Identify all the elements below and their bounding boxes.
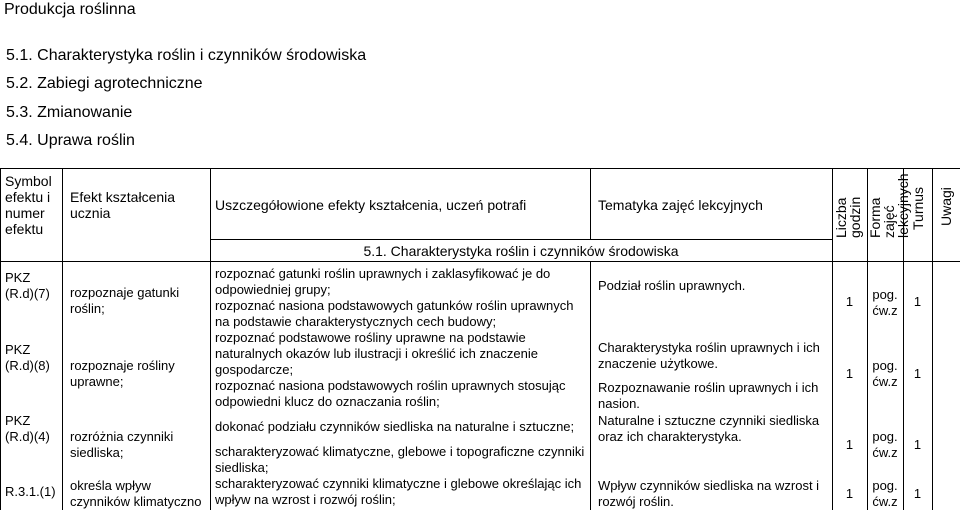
effect-cell: określa wpływ czynników klimatyczno [70, 478, 202, 509]
topic-cell: Naturalne i sztuczne czynniki siedliska oraz ich charakterystyka. [598, 413, 820, 444]
turn-cell: 1 [913, 437, 922, 452]
header-detailed: Uszczegółowione efekty kształcenia, uczeń potrafi [215, 197, 527, 213]
detailed-effects: rozpoznać gatunki roślin uprawnych i zaklasyfikować je do odpowiedniej grupy; rozpoznać nasiona podstawowych gatunków roślin uprawnych na podstawie charakterystycznych cech budowy; rozpoznać podstawowe rośliny uprawne na podstawie naturalnych okazów lub ilustracji i określić ich znaczenie gospodarcze; rozpoznać nasiona podstawowych roślin uprawnych stosując odpowiedni klucz do oznaczania roślin; [215, 266, 574, 409]
header-symbol: Symbol efektu i numer efektu [5, 173, 52, 237]
section-heading: 5.4. Uprawa roślin [6, 132, 135, 149]
detailed-effects: scharakteryzować klimatyczne, glebowe i topograficzne czynniki siedliska; scharakteryzować czynniki klimatyczne i glebowe określając ich wpływ na wzrost i rozwój roślin; [215, 444, 585, 507]
topic-cell: Charakterystyka roślin uprawnych i ich znaczenie użytkowe. [598, 340, 820, 371]
hours-cell: 1 [845, 437, 854, 452]
effect-cell: rozróżnia czynniki siedliska; [70, 429, 174, 460]
symbol-cell: PKZ (R.d)(4) [5, 413, 50, 444]
page-title: Produkcja roślinna [4, 1, 136, 18]
symbol-cell: PKZ (R.d)(8) [5, 342, 50, 373]
effect-cell: rozpoznaje rośliny uprawne; [70, 358, 175, 389]
hours-cell: 1 [845, 294, 854, 309]
topic-cell: Wpływ czynników siedliska na wzrost i rozwój roślin. [598, 478, 820, 509]
symbol-cell: PKZ (R.d)(7) [5, 270, 50, 301]
section-row: 5.1. Charakterystyka roślin i czynników środowiska [363, 243, 679, 259]
section-heading: 5.2. Zabiegi agrotechniczne [6, 75, 203, 92]
form-cell: pog. ćw.z [872, 358, 898, 389]
header-form: Forma zajęć lekcyjnych [867, 173, 911, 238]
header-turn: Turnus [910, 186, 926, 230]
form-cell: pog. ćw.z [872, 478, 898, 509]
turn-cell: 1 [913, 486, 922, 501]
symbol-cell: R.3.1.(1) [5, 484, 56, 499]
form-cell: pog. ćw.z [872, 429, 898, 460]
header-topics: Tematyka zajęć lekcyjnych [598, 197, 763, 213]
topic-cell: Podział roślin uprawnych. [598, 278, 746, 293]
hours-cell: 1 [845, 486, 854, 501]
header-notes: Uwagi [938, 187, 954, 226]
form-cell: pog. ćw.z [872, 287, 898, 318]
detailed-effects: dokonać podziału czynników siedliska na naturalne i sztuczne; [215, 419, 575, 434]
header-hours: Liczba godzin [833, 196, 863, 238]
header-effect: Efekt kształcenia ucznia [70, 189, 176, 221]
topic-cell: Rozpoznawanie roślin uprawnych i ich nasion. [598, 380, 819, 411]
turn-cell: 1 [913, 366, 922, 381]
effect-cell: rozpoznaje gatunki roślin; [70, 285, 180, 316]
section-heading: 5.3. Zmianowanie [6, 104, 133, 121]
turn-cell: 1 [913, 294, 922, 309]
hours-cell: 1 [845, 366, 854, 381]
section-heading: 5.1. Charakterystyka roślin i czynników środowiska [6, 47, 367, 64]
